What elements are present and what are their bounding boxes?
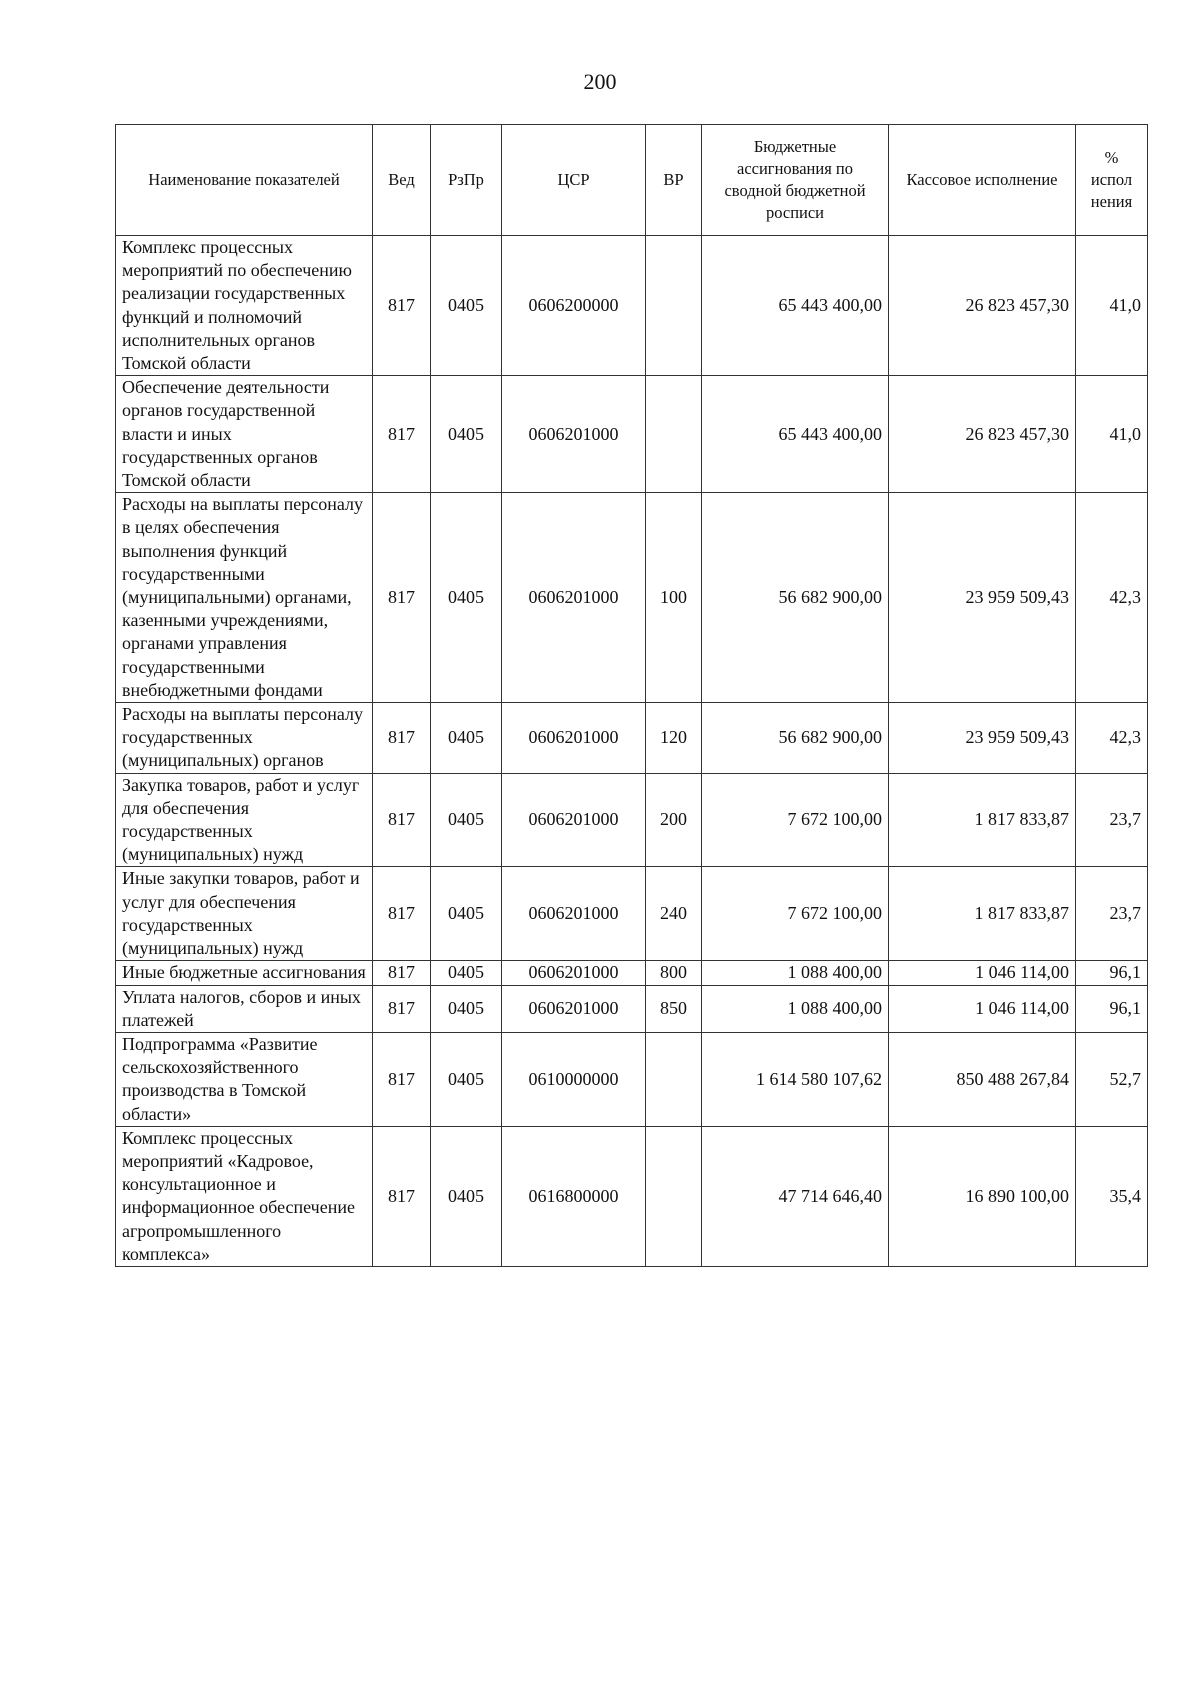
header-vr: ВР bbox=[646, 125, 702, 236]
row-vr: 240 bbox=[646, 867, 702, 961]
row-ved: 817 bbox=[373, 1032, 431, 1126]
row-percent: 42,3 bbox=[1076, 703, 1148, 774]
table-row bbox=[116, 961, 1148, 985]
row-rzpr: 0405 bbox=[431, 376, 502, 493]
row-name: Комплекс процессных мероприятий «Кадровое, консультационное и информационное обеспечение агропромышленного комплекса» bbox=[116, 1126, 373, 1266]
row-percent: 41,0 bbox=[1076, 376, 1148, 493]
row-cash: 23 959 509,43 bbox=[889, 703, 1076, 774]
row-name: Комплекс процессных мероприятий по обеспечению реализации государственных функций и полномочий исполнительных органов Томской области bbox=[116, 236, 373, 376]
row-percent: 96,1 bbox=[1076, 985, 1148, 1032]
row-vr bbox=[646, 236, 702, 376]
row-budget: 7 672 100,00 bbox=[702, 867, 889, 961]
row-budget: 7 672 100,00 bbox=[702, 773, 889, 867]
row-rzpr: 0405 bbox=[431, 493, 502, 703]
row-vr: 100 bbox=[646, 493, 702, 703]
row-csr: 0616800000 bbox=[502, 1126, 646, 1266]
row-name: Иные закупки товаров, работ и услуг для обеспечения государственных (муниципальных) нужд bbox=[116, 867, 373, 961]
row-vr: 200 bbox=[646, 773, 702, 867]
row-budget: 65 443 400,00 bbox=[702, 236, 889, 376]
row-vr bbox=[646, 376, 702, 493]
row-cash: 26 823 457,30 bbox=[889, 236, 1076, 376]
row-name: Уплата налогов, сборов и иных платежей bbox=[116, 985, 373, 1032]
row-ved: 817 bbox=[373, 703, 431, 774]
row-percent: 35,4 bbox=[1076, 1126, 1148, 1266]
row-cash: 1 817 833,87 bbox=[889, 867, 1076, 961]
row-cash: 1 046 114,00 bbox=[889, 961, 1076, 985]
table-row bbox=[116, 236, 1148, 376]
row-budget: 1 614 580 107,62 bbox=[702, 1032, 889, 1126]
table-row bbox=[116, 493, 1148, 703]
row-cash: 26 823 457,30 bbox=[889, 376, 1076, 493]
row-percent: 42,3 bbox=[1076, 493, 1148, 703]
row-ved: 817 bbox=[373, 773, 431, 867]
row-vr: 800 bbox=[646, 961, 702, 985]
row-budget: 56 682 900,00 bbox=[702, 493, 889, 703]
row-rzpr: 0405 bbox=[431, 1126, 502, 1266]
row-percent: 41,0 bbox=[1076, 236, 1148, 376]
table-row bbox=[116, 1032, 1148, 1126]
row-rzpr: 0405 bbox=[431, 703, 502, 774]
table-row bbox=[116, 867, 1148, 961]
header-name: Наименование показателей bbox=[116, 125, 373, 236]
row-csr: 0610000000 bbox=[502, 1032, 646, 1126]
row-name: Иные бюджетные ассигнования bbox=[116, 961, 373, 985]
table-row bbox=[116, 773, 1148, 867]
header-cash: Кассовое исполнение bbox=[889, 125, 1076, 236]
row-name: Подпрограмма «Развитие сельскохозяйственного производства в Томской области» bbox=[116, 1032, 373, 1126]
row-cash: 850 488 267,84 bbox=[889, 1032, 1076, 1126]
row-csr: 0606201000 bbox=[502, 773, 646, 867]
row-cash: 16 890 100,00 bbox=[889, 1126, 1076, 1266]
table-header-row bbox=[116, 125, 1148, 236]
row-rzpr: 0405 bbox=[431, 773, 502, 867]
row-vr bbox=[646, 1032, 702, 1126]
table-row bbox=[116, 985, 1148, 1032]
row-ved: 817 bbox=[373, 236, 431, 376]
row-cash: 23 959 509,43 bbox=[889, 493, 1076, 703]
row-rzpr: 0405 bbox=[431, 961, 502, 985]
row-budget: 1 088 400,00 bbox=[702, 985, 889, 1032]
row-csr: 0606201000 bbox=[502, 961, 646, 985]
row-csr: 0606201000 bbox=[502, 703, 646, 774]
row-ved: 817 bbox=[373, 376, 431, 493]
row-vr: 120 bbox=[646, 703, 702, 774]
row-ved: 817 bbox=[373, 1126, 431, 1266]
row-ved: 817 bbox=[373, 493, 431, 703]
row-name: Закупка товаров, работ и услуг для обеспечения государственных (муниципальных) нужд bbox=[116, 773, 373, 867]
row-ved: 817 bbox=[373, 961, 431, 985]
row-cash: 1 046 114,00 bbox=[889, 985, 1076, 1032]
table-row bbox=[116, 703, 1148, 774]
page-number: 200 bbox=[583, 69, 617, 94]
row-percent: 52,7 bbox=[1076, 1032, 1148, 1126]
row-ved: 817 bbox=[373, 867, 431, 961]
row-rzpr: 0405 bbox=[431, 867, 502, 961]
row-csr: 0606201000 bbox=[502, 493, 646, 703]
row-name: Расходы на выплаты персоналу государственных (муниципальных) органов bbox=[116, 703, 373, 774]
header-ved: Вед bbox=[373, 125, 431, 236]
row-rzpr: 0405 bbox=[431, 1032, 502, 1126]
header-csr: ЦСР bbox=[502, 125, 646, 236]
row-budget: 65 443 400,00 bbox=[702, 376, 889, 493]
row-percent: 23,7 bbox=[1076, 773, 1148, 867]
budget-execution-table bbox=[115, 124, 1148, 1267]
row-csr: 0606201000 bbox=[502, 376, 646, 493]
row-ved: 817 bbox=[373, 985, 431, 1032]
row-vr bbox=[646, 1126, 702, 1266]
row-vr: 850 bbox=[646, 985, 702, 1032]
row-cash: 1 817 833,87 bbox=[889, 773, 1076, 867]
row-budget: 1 088 400,00 bbox=[702, 961, 889, 985]
header-rzpr: РзПр bbox=[431, 125, 502, 236]
table-row bbox=[116, 1126, 1148, 1266]
row-budget: 47 714 646,40 bbox=[702, 1126, 889, 1266]
header-percent: % испол нения bbox=[1076, 125, 1148, 236]
row-csr: 0606200000 bbox=[502, 236, 646, 376]
row-rzpr: 0405 bbox=[431, 236, 502, 376]
row-budget: 56 682 900,00 bbox=[702, 703, 889, 774]
row-rzpr: 0405 bbox=[431, 985, 502, 1032]
header-budget: Бюджетные ассигнования по сводной бюджетной росписи bbox=[702, 125, 889, 236]
row-csr: 0606201000 bbox=[502, 985, 646, 1032]
row-percent: 96,1 bbox=[1076, 961, 1148, 985]
row-name: Расходы на выплаты персоналу в целях обеспечения выполнения функций государственными (муниципальными) органами, казенными учреждениями, органами управления государственными внебюджетными фондами bbox=[116, 493, 373, 703]
table-row bbox=[116, 376, 1148, 493]
row-csr: 0606201000 bbox=[502, 867, 646, 961]
row-percent: 23,7 bbox=[1076, 867, 1148, 961]
row-name: Обеспечение деятельности органов государственной власти и иных государственных органов Томской области bbox=[116, 376, 373, 493]
